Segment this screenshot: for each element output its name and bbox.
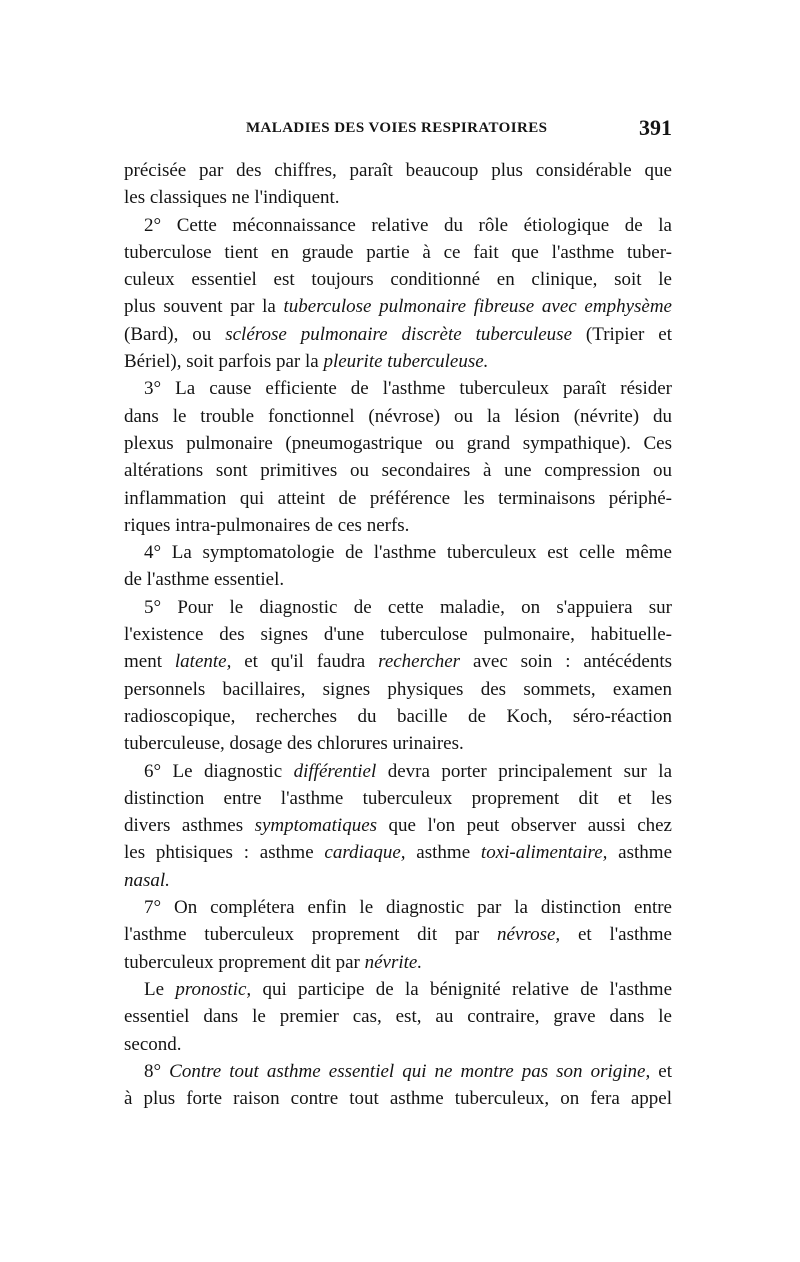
text-line: plexus pulmonaire (pneumogastrique ou grand sympathique). Ces [124, 432, 672, 454]
text-line: 8° Contre tout asthme essentiel qui ne montre pas son origine, et [144, 1060, 672, 1082]
text-line: essentiel dans le premier cas, est, au contraire, grave dans le [124, 1006, 672, 1028]
text-line: 3° La cause efficiente de l'asthme tuberculeux paraît résider [144, 378, 672, 400]
text-line: divers asthmes symptomatiques que l'on peut observer aussi chez [124, 815, 672, 837]
text-line: distinction entre l'asthme tuberculeux proprement dit et les [124, 787, 672, 809]
text-line: nasal. [124, 869, 170, 891]
text-line: 2° Cette méconnaissance relative du rôle étiologique de la [144, 214, 672, 236]
text-line: altérations sont primitives ou secondaires à une compression ou [124, 460, 672, 482]
running-title: MALADIES DES VOIES RESPIRATOIRES [246, 120, 548, 136]
text-line: inflammation qui atteint de préférence les terminaisons périphé- [124, 487, 672, 509]
text-line: tuberculeux proprement dit par névrite. [124, 951, 423, 973]
text-line: radioscopique, recherches du bacille de Koch, séro-réaction [124, 705, 672, 727]
text-line: 5° Pour le diagnostic de cette maladie, on s'appuiera sur [144, 596, 672, 618]
text-line: de l'asthme essentiel. [124, 569, 285, 591]
text-line: riques intra-pulmonaires de ces nerfs. [124, 514, 410, 536]
text-line: l'asthme tuberculeux proprement dit par névrose, et l'asthme [124, 924, 672, 946]
text-line: Bériel), soit parfois par la pleurite tuberculeuse. [124, 351, 489, 373]
text-line: dans le trouble fonctionnel (névrose) ou la lésion (névrite) du [124, 405, 672, 427]
text-line: Le pronostic, qui participe de la bénignité relative de l'asthme [144, 978, 672, 1000]
text-line: les classiques ne l'indiquent. [124, 187, 340, 209]
text-line: à plus forte raison contre tout asthme tuberculeux, on fera appel [124, 1088, 672, 1110]
body-text [124, 157, 672, 1112]
text-line: les phtisiques : asthme cardiaque, asthme toxi-alimentaire, asthme [124, 842, 672, 864]
page-number: 391 [639, 115, 672, 140]
text-line: 6° Le diagnostic différentiel devra porter principalement sur la [144, 760, 673, 782]
text-line: précisée par des chiffres, paraît beaucoup plus considérable que [124, 160, 672, 181]
page-header [124, 117, 672, 143]
text-line: 7° On complétera enfin le diagnostic par la distinction entre [144, 897, 672, 919]
text-line: personnels bacillaires, signes physiques des sommets, examen [124, 678, 672, 700]
text-line: (Bard), ou sclérose pulmonaire discrète tuberculeuse (Tripier et [124, 323, 672, 345]
text-line: culeux essentiel est toujours conditionné en clinique, soit le [124, 269, 672, 291]
text-line: l'existence des signes d'une tuberculose pulmonaire, habituelle- [124, 624, 672, 646]
text-line: tuberculeuse, dosage des chlorures urinaires. [124, 733, 464, 755]
text-line: 4° La symptomatologie de l'asthme tuberculeux est celle même [144, 542, 672, 564]
text-line: ment latente, et qu'il faudra rechercher avec soin : antécédents [124, 651, 672, 673]
text-line: plus souvent par la tuberculose pulmonaire fibreuse avec emphysème [124, 296, 672, 318]
text-line: tuberculose tient en graude partie à ce fait que l'asthme tuber- [124, 241, 672, 263]
text-line: second. [124, 1033, 182, 1055]
